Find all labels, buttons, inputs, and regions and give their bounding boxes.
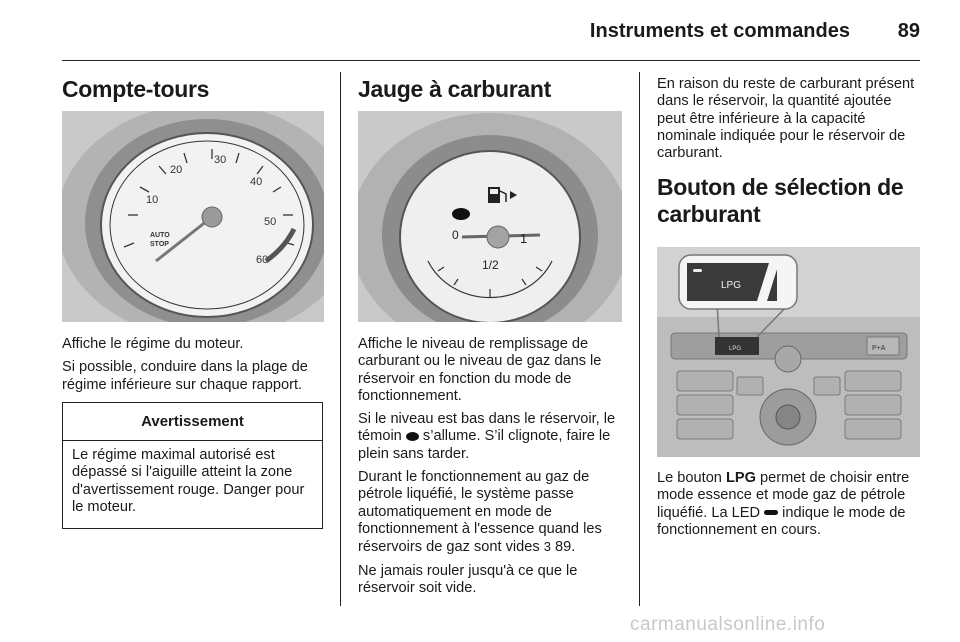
page-number: 89 (897, 20, 920, 42)
gauge-label-half: 1/2 (482, 258, 499, 272)
heading-fuel-selector: Bouton de sélection de carburant (657, 174, 904, 228)
warning-box (62, 402, 323, 529)
paragraph: En raison du reste de carburant présent dans le réservoir, la quantité ajoutée peut être inférieure à la capacité nominale indiquée pour le réservoir de carburant. (657, 76, 915, 162)
header-rule (62, 60, 920, 61)
lpg-button-label: LPG (729, 346, 742, 352)
led-icon (764, 510, 778, 515)
low-fuel-warning-icon (452, 208, 470, 220)
column-divider-2 (639, 72, 640, 606)
paragraph: Ne jamais rouler jusqu'à ce que le réservoir soit vide. (358, 562, 578, 596)
heading-fuel-gauge: Jauge à carburant (358, 76, 552, 102)
page-reference-arrow-icon: 3 (543, 539, 551, 555)
lpg-zoom-label: LPG (721, 280, 742, 291)
warning-body: Le régime maximal autorisé est dépassé si l'aiguille atteint la zone d'avertissement rouge. Danger pour le moteur. (72, 447, 305, 515)
gauge-label-zero: 0 (452, 228, 459, 242)
tacho-tick-label: 30 (214, 154, 227, 166)
low-fuel-warning-icon (406, 432, 419, 441)
autostop-label: AUTO (150, 232, 170, 239)
fuel-selector-text (657, 470, 921, 545)
column-tachometer (62, 76, 324, 103)
tachometer-text (62, 336, 326, 400)
paragraph: Si possible, conduire dans la plage de régime inférieure sur chaque rapport. (62, 359, 308, 393)
running-header-title: Instruments et commandes (589, 20, 850, 42)
tacho-tick-label: 40 (250, 176, 263, 188)
fuel-gauge-text (358, 336, 624, 603)
heading-tachometer: Compte-tours (62, 76, 210, 102)
paragraph-lpg-button: Le bouton LPG permet de choisir entre mode essence et mode gaz de pétrole liquéfié. La LED indique le mode de fonctionnement en cours. (657, 470, 910, 538)
tacho-tick-label: 60 (256, 254, 269, 266)
fuel-gauge-illustration (358, 111, 622, 322)
tacho-tick-label: 10 (146, 194, 159, 206)
column-fuel-selector (657, 76, 921, 228)
tacho-tick-label: 20 (170, 164, 183, 176)
paragraph-lpg-switch: Durant le fonctionnement au gaz de pétrole liquéfié, le système passe automatiquement en mode de fonctionnement à l'essence quand les réservoirs de gaz sont vides 3 89. (358, 469, 602, 556)
paragraph-low-fuel: Si le niveau est bas dans le réservoir, le témoin s’allume. S’il clignote, faire le plein sans tarder. (358, 411, 616, 462)
tacho-tick-label: 50 (264, 216, 277, 228)
paragraph: Affiche le régime du moteur. (62, 336, 244, 352)
fuel-selector-panel-illustration (657, 247, 920, 457)
pa-button-label: P+A (872, 345, 886, 352)
warning-title: Avertissement (63, 403, 322, 441)
paragraph: Affiche le niveau de remplissage de carburant ou le niveau de gaz dans le réservoir en fonction du mode de fonctionnement. (358, 336, 602, 404)
gauge-label-full: 1 (520, 231, 528, 246)
column-fuel-gauge (358, 76, 622, 103)
autostop-label: STOP (150, 241, 169, 248)
tachometer-illustration (62, 111, 324, 322)
column-divider-1 (340, 72, 341, 606)
watermark: carmanualsonline.info (630, 614, 826, 635)
